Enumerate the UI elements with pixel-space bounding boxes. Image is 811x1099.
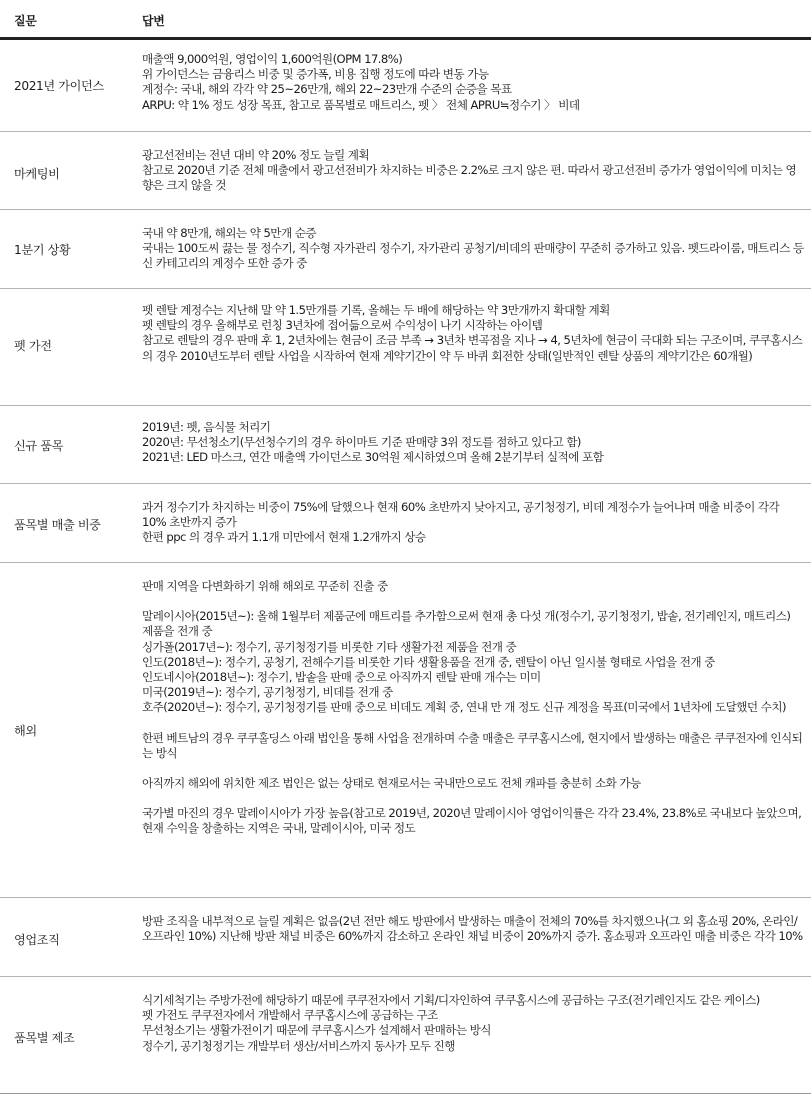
answer-line: 광고선전비는 전년 대비 약 20% 정도 늘릴 계획	[142, 148, 370, 162]
question-cell: 영업조직	[14, 933, 60, 947]
answer-cell	[142, 500, 804, 546]
answer-cell	[142, 148, 804, 194]
answer-line: ARPU: 약 1% 정도 성장 목표, 참고로 품목별로 매트리스, 펫 〉 전체 APRU≒정수기 〉 비데	[142, 97, 580, 112]
answer-cell	[142, 420, 804, 466]
question-cell: 해외	[14, 724, 37, 738]
question-cell: 품목별 매출 비중	[14, 518, 101, 532]
answer-line: 매출액 9,000억원, 영업이익 1,600억원(OPM 17.8%)	[142, 52, 403, 66]
question-cell: 2021년 가이던스	[14, 79, 104, 93]
table-row	[0, 406, 811, 484]
answer-line: 방판 조직을 내부적으로 늘릴 계획은 없음(2년 전만 해도 방판에서 발생하는 매출이 전체의 70%를 차지했으나(그 외 홈쇼핑 20%, 온라인/오프라인 10%) 지난해 방판 채널 비중은 60%까지 감소하고 온라인 채널 비중이 20%까지 증가. 홈쇼핑과 오프라인 매출 비중은 각각 10%	[142, 914, 803, 944]
table-row	[0, 210, 811, 289]
answer-line: 미국(2019년~): 정수기, 공기청정기, 비데를 전개 중	[142, 685, 393, 700]
answer-line: 과거 정수기가 차지하는 비중이 75%에 달했으나 현재 60% 초반까지 낮아지고, 공기청정기, 비데 계정수가 늘어나며 매출 비중이 각각 10% 초반까지 증가	[142, 500, 780, 530]
answer-line: 한편 ppc 의 경우 과거 1.1개 미만에서 현재 1.2개까지 상승	[142, 530, 426, 545]
answer-cell	[142, 52, 804, 113]
table-row	[0, 484, 811, 563]
answer-line: 2019년: 펫, 음식물 처리기	[142, 420, 271, 434]
answer-line: 말레이시아(2015년~): 올해 1월부터 제품군에 매트리를 추가함으로써 현재 총 다섯 개(정수기, 공기청정기, 밥솥, 전기레인지, 매트리스) 제품을 전개 중	[142, 609, 791, 639]
answer-line: 2021년: LED 마스크, 연간 매출액 가이던스로 30억원 제시하였으며 올해 2분기부터 실적에 포함	[142, 450, 604, 465]
answer-line: 판매 지역을 다변화하기 위해 해외로 꾸준히 진출 중	[142, 579, 388, 593]
answer-line: 펫 렌탈 계정수는 지난해 말 약 1.5만개를 기록, 올해는 두 배에 해당하는 약 3만개까지 확대할 계획	[142, 303, 610, 317]
answer-line: 2020년: 무선청소기(무선청수기의 경우 하이마트 기준 판매량 3위 정도를 점하고 있다고 함)	[142, 435, 581, 450]
question-column-header: 질문	[14, 14, 37, 28]
answer-line: 식기세척기는 주방가전에 해당하기 때문에 쿠쿠전자에서 기획/디자인하여 쿠쿠홈시스에 공급하는 구조(전기레인지도 같은 케이스)	[142, 993, 760, 1007]
question-cell: 신규 품목	[14, 439, 63, 453]
question-cell: 1분기 상황	[14, 243, 71, 257]
answer-line: 정수기, 공기청정기는 개발부터 생산/서비스까지 동사가 모두 진행	[142, 1038, 455, 1053]
question-cell: 마케팅비	[14, 167, 60, 181]
answer-line: 인도네시아(2018년~): 정수기, 밥솥을 판매 중으로 아직까지 렌탈 판매 개수는 미미	[142, 670, 541, 685]
answer-cell	[142, 226, 804, 272]
table-row	[0, 977, 811, 1094]
answer-cell	[142, 579, 804, 837]
answer-line: 호주(2020년~): 정수기, 공기청정기를 판매 중으로 비데도 계획 중, 연내 만 개 정도 신규 계정을 목표(미국에서 1년차에 도달했던 수치)	[142, 700, 786, 715]
answer-line: 무선청소기는 생활가전이기 때문에 쿠쿠홈시스가 설계해서 판매하는 방식	[142, 1023, 491, 1038]
answer-line: 펫 렌탈의 경우 올해부로 런칭 3년차에 접어듦으로써 수익성이 나기 시작하는 아이템	[142, 318, 543, 333]
table-row	[0, 563, 811, 898]
question-cell: 펫 가전	[14, 339, 52, 353]
table-row	[0, 289, 811, 406]
answer-cell	[142, 914, 804, 944]
answer-cell	[142, 993, 804, 1054]
answer-line: 참고로 렌탈의 경우 판매 후 1, 2년차에는 현금이 조금 부족 → 3년차 변곡점을 지나 → 4, 5년차에 현금이 극대화 되는 구조이며, 쿠쿠홈시스의 경우 2010년도부터 렌탈 사업을 시작하여 현재 계약기간이 약 두 바퀴 회전한 상태(일반적인 렌탈 상품의 계약기간은 60개월)	[142, 333, 803, 363]
table-row	[0, 40, 811, 132]
answer-line: 국가별 마진의 경우 말레이시아가 가장 높음(참고로 2019년, 2020년 말레이시아 영업이익률은 각각 23.4%, 23.8%로 국내보다 높았으며, 현재 수익을 창출하는 지역은 국내, 말레이시아, 미국 정도	[142, 806, 802, 836]
answer-column-header: 답변	[142, 14, 165, 28]
table-row	[0, 898, 811, 977]
answer-line: 한편 베트남의 경우 쿠쿠홀딩스 아래 법인을 통해 사업을 전개하며 수출 매출은 쿠쿠홈시스에, 현지에서 발생하는 매출은 쿠쿠전자에 인식되는 방식	[142, 730, 803, 760]
answer-line: 참고로 2020년 기준 전체 매출에서 광고선전비가 차지하는 비중은 2.2%로 크지 않은 편. 따라서 광고선전비 증가가 영업이익에 미치는 영향은 크지 않을 것	[142, 163, 797, 193]
answer-line: 인도(2018년~): 정수기, 공청기, 전해수기를 비롯한 기타 생활용품을 전개 중, 렌탈이 아닌 일시불 형태로 사업을 전개 중	[142, 654, 715, 669]
answer-cell	[142, 303, 804, 364]
answer-line: 국내 약 8만개, 해외는 약 5만개 순증	[142, 226, 317, 240]
table-row	[0, 132, 811, 210]
answer-line: 아직까지 해외에 위치한 제조 법인은 없는 상태로 현재로서는 국내만으로도 전체 캐파를 충분히 소화 가능	[142, 776, 641, 791]
answer-line: 위 가이던스는 금융리스 비중 및 증가폭, 비용 집행 정도에 따라 변동 가능	[142, 67, 489, 82]
question-cell: 품목별 제조	[14, 1031, 75, 1045]
answer-line: 펫 가전도 쿠쿠전자에서 개발해서 쿠쿠홈시스에 공급하는 구조	[142, 1008, 438, 1023]
answer-line: 계정수: 국내, 해외 각각 약 25~26만개, 해외 22~23만개 수준의 순증을 목표	[142, 82, 512, 97]
table-header	[0, 0, 811, 40]
answer-line: 국내는 100도씨 끓는 물 정수기, 직수형 자가관리 정수기, 자가관리 공청기/비데의 판매량이 꾸준히 증가하고 있음. 펫드라이룸, 매트리스 등 신 카테고리의 계정수 또한 증가 중	[142, 241, 804, 271]
answer-line: 싱가폴(2017년~): 정수기, 공기청정기를 비롯한 기타 생활가전 제품을 전개 중	[142, 639, 517, 654]
